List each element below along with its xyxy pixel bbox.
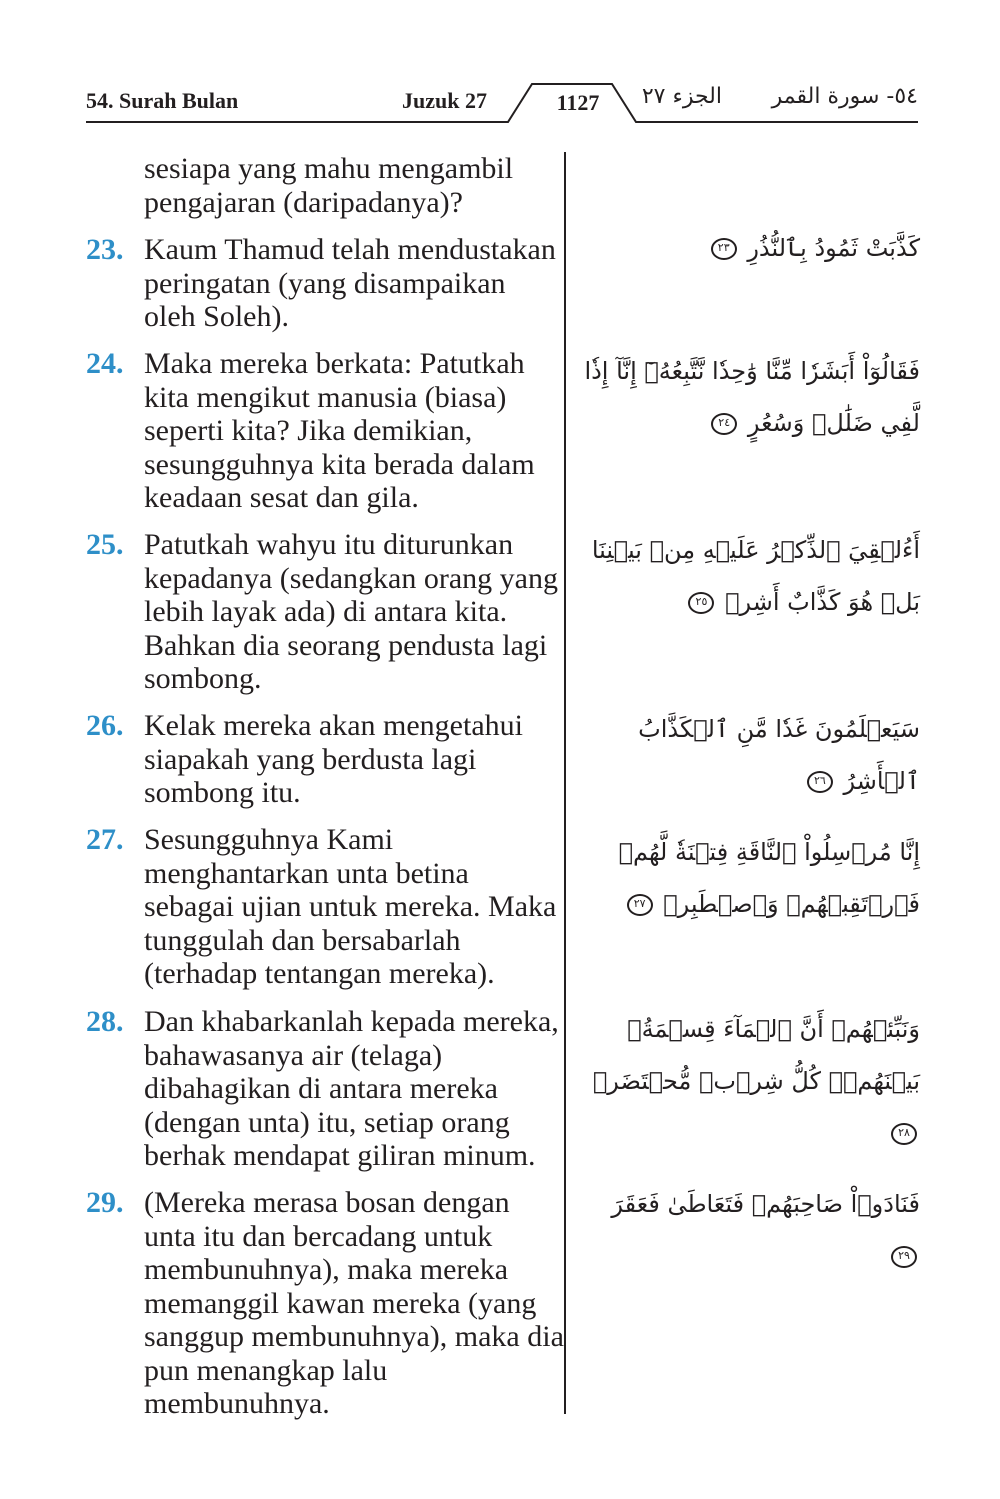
verse-27-translation xyxy=(86,823,564,991)
verse-translation-text: Kelak mereka akan mengetahui siapakah yang berdusta lagi sombong itu. xyxy=(144,709,523,809)
arabic-verse-text: أَءُلۡقِيَ ٱلذِّكۡرُ عَلَيۡهِ مِنۢ بَيۡنِنَا بَلۡ هُوَ كَذَّابٌ أَشِرٞ xyxy=(591,536,920,616)
verse-number: 24. xyxy=(86,347,124,380)
ayah-end-marker: ٢٤ xyxy=(711,413,737,435)
verse-28-translation xyxy=(86,1005,564,1173)
verse-25-translation xyxy=(86,528,564,696)
continuation-text-body: sesiapa yang mahu mengambil pengajaran (daripadanya)? xyxy=(144,152,514,219)
ayah-end-marker: ٢٣ xyxy=(711,238,737,260)
ayah-end-marker: ٢٦ xyxy=(807,771,833,793)
surah-title-arabic: ٥٤- سورة القمر xyxy=(771,84,918,109)
page-header xyxy=(0,0,1000,130)
verse-number: 27. xyxy=(86,823,124,856)
verse-28-arabic xyxy=(580,1003,920,1159)
header-rule xyxy=(0,0,1000,130)
verse-26-translation xyxy=(86,709,564,810)
arabic-verse-text: كَذَّبَتْ ثَمُودُ بِٱلنُّذُرِ xyxy=(747,234,920,262)
verse-24-arabic xyxy=(580,345,920,449)
verse-translation-text: Dan khabarkanlah kepada mereka, bahawasanya air (telaga) dibahagikan di antara mereka (dengan unta) itu, setiap orang berhak mendapat giliran minum. xyxy=(144,1005,559,1172)
verse-translation-text: Maka mereka berkata: Patutkah kita mengikut manusia (biasa) seperti kita? Jika demikian, sesungguhnya kita berada dalam keadaan sesat dan gila. xyxy=(144,347,535,514)
ayah-end-marker: ٢٩ xyxy=(891,1246,917,1268)
verse-translation-text: Sesungguhnya Kami menghantarkan unta betina sebagai ujian untuk mereka. Maka tunggulah dan bersabarlah (terhadap tentangan mereka). xyxy=(144,823,557,990)
verse-29-arabic xyxy=(580,1178,920,1282)
juz-label-arabic: الجزء ٢٧ xyxy=(641,84,722,109)
continuation-text xyxy=(86,152,564,219)
verse-23-translation xyxy=(86,233,564,334)
ayah-end-marker: ٢٧ xyxy=(627,894,653,916)
verse-23-arabic xyxy=(580,222,920,274)
verse-translation-text: Patutkah wahyu itu diturunkan kepadanya (sedangkan orang yang lebih layak ada) di antara kita. Bahkan dia seorang pendusta lagi sombong. xyxy=(144,528,558,695)
arabic-verse-text: وَنَبِّئۡهُمۡ أَنَّ ٱلۡمَآءَ قِسۡمَةُۢ بَيۡنَهُمۡۖ كُلُّ شِرۡبٖ مُّحۡتَضَرٞ xyxy=(592,1015,920,1095)
ayah-end-marker: ٢٥ xyxy=(688,592,714,614)
verse-25-arabic xyxy=(580,524,920,628)
verse-27-arabic xyxy=(580,826,920,930)
ayah-end-marker: ٢٨ xyxy=(891,1123,917,1145)
verse-translation-text: Kaum Thamud telah mendustakan peringatan (yang disampaikan oleh Soleh). xyxy=(144,233,556,333)
surah-title-latin: 54. Surah Bulan xyxy=(86,88,239,113)
verse-number: 25. xyxy=(86,528,124,561)
arabic-verse-text: سَيَعۡلَمُونَ غَدٗا مَّنِ ٱلۡكَذَّابُ ٱلۡأَشِرُ xyxy=(638,715,920,795)
verse-number: 23. xyxy=(86,233,124,266)
verse-number: 28. xyxy=(86,1005,124,1038)
verse-number: 29. xyxy=(86,1186,124,1219)
arabic-verse-text: فَنَادَوۡاْ صَاحِبَهُمۡ فَتَعَاطَىٰ فَعَقَرَ xyxy=(611,1190,920,1218)
verse-translation-text: (Mereka merasa bosan dengan unta itu dan bercadang untuk membunuhnya), maka mereka memanggil kawan mereka (yang sanggup membunuhnya), maka dia pun menangkap lalu membunuhnya. xyxy=(144,1186,564,1420)
page-number: 1127 xyxy=(556,90,600,115)
juzuk-label: Juzuk 27 xyxy=(402,88,487,113)
verse-24-translation xyxy=(86,347,564,515)
verse-29-translation xyxy=(86,1186,564,1421)
verse-26-arabic xyxy=(580,703,920,807)
column-divider xyxy=(564,152,566,1414)
arabic-verse-text: فَقَالُوٓاْ أَبَشَرٗا مِّنَّا وَٰحِدٗا نَّتَّبِعُهُۥٓ إِنَّآ إِذٗا لَّفِي ضَلَٰلٖ وَسُعُرٍ xyxy=(584,357,920,437)
arabic-verse-text: إِنَّا مُرۡسِلُواْ ٱلنَّاقَةِ فِتۡنَةٗ لَّهُمۡ فَٱرۡتَقِبۡهُمۡ وَٱصۡطَبِرۡ xyxy=(618,838,920,918)
verse-number: 26. xyxy=(86,709,124,742)
